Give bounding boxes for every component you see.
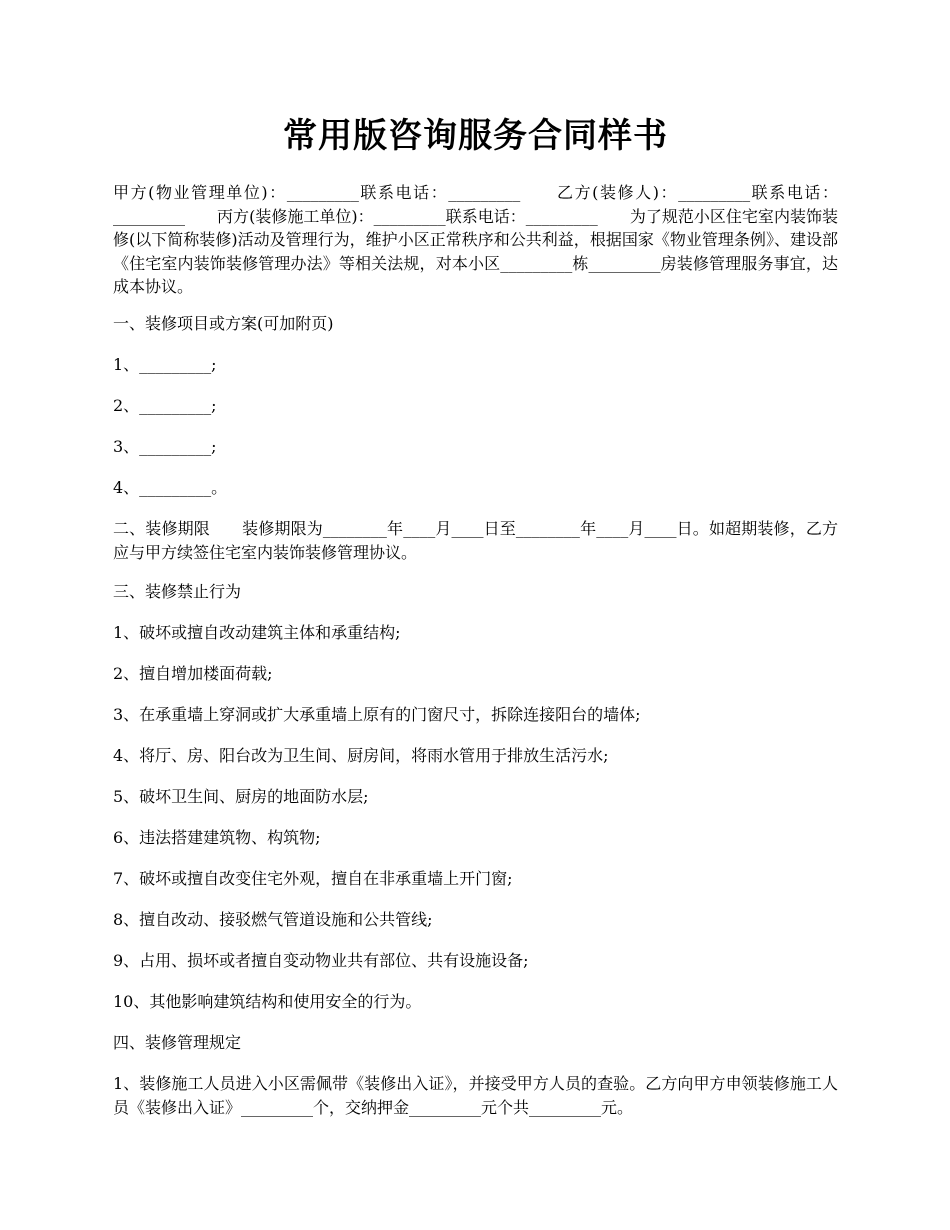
section-1-item-3: 3、_________; (113, 437, 217, 456)
section-1-item-1: 1、_________; (113, 355, 217, 374)
section-3-item-6: 6、违法搭建建筑物、构筑物; (113, 828, 321, 847)
section-1-item-2: 2、_________; (113, 396, 217, 415)
section-3-item-7: 7、破坏或擅自改变住宅外观，擅自在非承重墙上开门窗; (113, 869, 513, 888)
section-2-paragraph: 二、装修期限 装修期限为________年____月____日至________年____月____日。如超期装修，乙方应与甲方续签住宅室内装饰装修管理协议。 (113, 519, 838, 562)
section-3-item-1: 1、破坏或擅自改动建筑主体和承重结构; (113, 623, 401, 642)
section-3-item-10: 10、其他影响建筑结构和使用安全的行为。 (113, 992, 422, 1011)
section-3-item-5: 5、破坏卫生间、厨房的地面防水层; (113, 787, 369, 806)
section-1-heading: 一、装修项目或方案(可加附页) (113, 314, 334, 333)
section-3-item-8: 8、擅自改动、接驳燃气管道设施和公共管线; (113, 910, 433, 929)
section-1-item-4: 4、_________。 (113, 478, 228, 497)
section-3-heading: 三、装修禁止行为 (113, 582, 242, 601)
document-title: 常用版咨询服务合同样书 (283, 116, 668, 156)
intro-paragraph: 甲方(物业管理单位)：_________联系电话：_________ 乙方(装修人)：_________联系电话：_________ 丙方(装修施工单位)：_________联系电话：_________ 为了规范小区住宅室内装饰装修(以下简称装修)活动及管理行为，维护小区正常秩序和公共利益，根据国家《物业管理条例》、建设部《住宅室内装饰装修管理办法》等相关法规，对本小区_________栋_________房装修管理服务事宜，达成本协议。 (113, 183, 838, 296)
section-4-item-1: 1、装修施工人员进入小区需佩带《装修出入证》，并接受甲方人员的查验。乙方向甲方申领装修施工人员《装修出入证》_________个，交纳押金_________元个共_________元。 (113, 1074, 838, 1117)
section-4-heading: 四、装修管理规定 (113, 1033, 242, 1052)
section-3-item-9: 9、占用、损坏或者擅自变动物业共有部位、共有设施设备; (113, 951, 529, 970)
section-3-item-3: 3、在承重墙上穿洞或扩大承重墙上原有的门窗尺寸，拆除连接阳台的墙体; (113, 705, 641, 724)
section-3-item-2: 2、擅自增加楼面荷载; (113, 664, 273, 683)
section-3-item-4: 4、将厅、房、阳台改为卫生间、厨房间，将雨水管用于排放生活污水; (113, 746, 609, 765)
